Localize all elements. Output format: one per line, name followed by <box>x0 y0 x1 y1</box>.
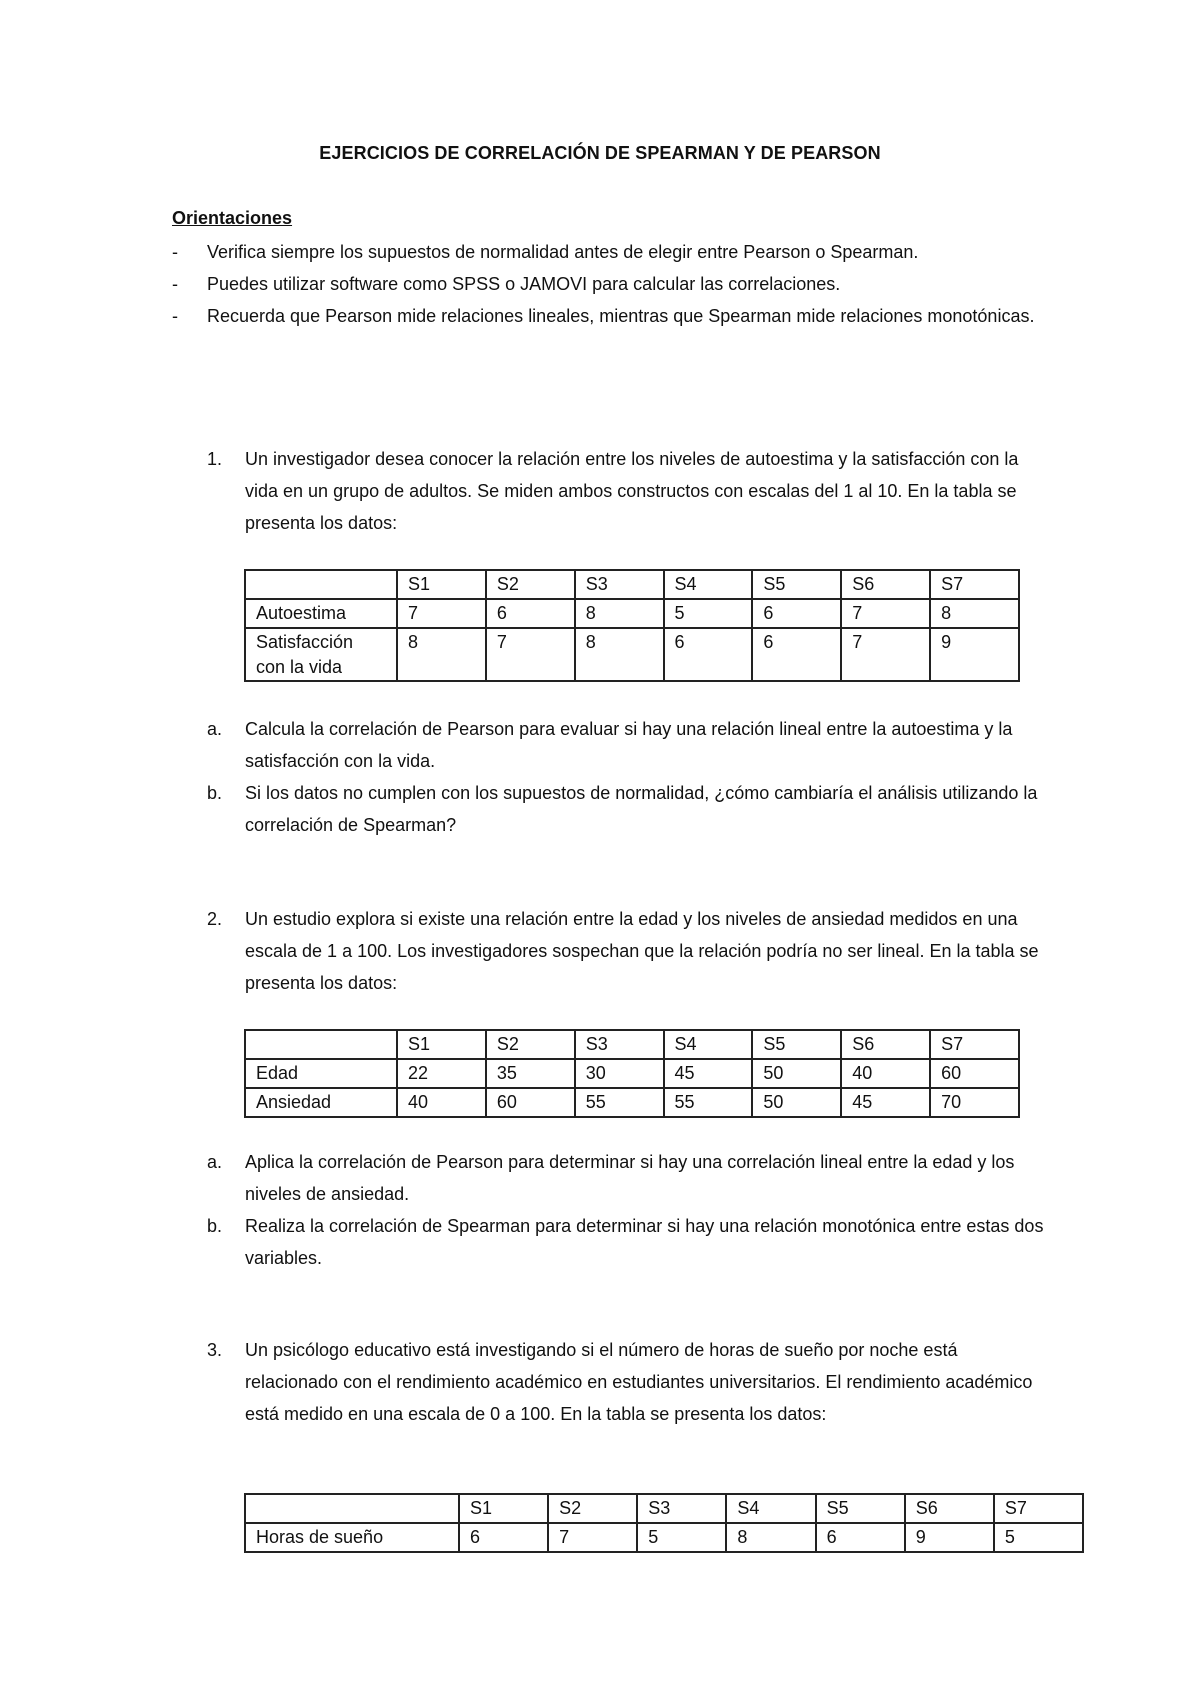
exercise-2 <box>207 903 1047 999</box>
page-title: EJERCICIOS DE CORRELACIÓN DE SPEARMAN Y DE PEARSON <box>319 143 881 163</box>
list-item: - Puedes utilizar software como SPSS o JAMOVI para calcular las correlaciones. <box>172 274 841 294</box>
table-row: Horas de sueño 6 7 5 8 6 9 5 <box>245 1523 1083 1552</box>
table-row: Edad 22 35 30 45 50 40 60 <box>245 1059 1019 1088</box>
list-item: - Verifica siempre los supuestos de normalidad antes de elegir entre Pearson o Spearman. <box>172 242 919 262</box>
exercise-text: Un investigador desea conocer la relación entre los niveles de autoestima y la satisfacción con la vida en un grupo de adultos. Se miden ambos constructos con escalas del 1 al 10. En la tabla se presenta los datos: <box>245 449 1019 533</box>
exercise-text: Un psicólogo educativo está investigando si el número de horas de sueño por noche está relacionado con el rendimiento académico en estudiantes universitarios. El rendimiento académico está medido en una escala de 0 a 100. En la tabla se presenta los datos: <box>245 1340 1033 1424</box>
exercise-number: 2. <box>207 909 223 929</box>
exercise-1 <box>207 443 1047 539</box>
table-exercise-3 <box>244 1493 1084 1553</box>
exercise-number: 1. <box>207 449 223 469</box>
table-header-row: S1 S2 S3 S4 S5 S6 S7 <box>245 570 1019 599</box>
exercise-3 <box>207 1334 1047 1430</box>
orientaciones-heading: Orientaciones <box>172 208 293 228</box>
exercise-1-question-a: a. Calcula la correlación de Pearson para evaluar si hay una relación lineal entre la autoestima y la satisfacción con la vida. <box>207 719 1013 771</box>
exercise-number: 3. <box>207 1340 223 1360</box>
table-row: Ansiedad 40 60 55 55 50 45 70 <box>245 1088 1019 1117</box>
table-row: Satisfacción con la vida 8 7 8 6 6 7 9 <box>245 628 1019 681</box>
orientaciones-list <box>172 236 1052 332</box>
table-exercise-1 <box>244 569 1020 682</box>
table-exercise-2 <box>244 1029 1020 1118</box>
table-header-row: S1 S2 S3 S4 S5 S6 S7 <box>245 1030 1019 1059</box>
exercise-2-question-a: a. Aplica la correlación de Pearson para determinar si hay una correlación lineal entre la edad y los niveles de ansiedad. <box>207 1152 1015 1204</box>
exercise-2-question-b: b. Realiza la correlación de Spearman para determinar si hay una relación monotónica entre estas dos variables. <box>207 1216 1044 1268</box>
exercise-text: Un estudio explora si existe una relación entre la edad y los niveles de ansiedad medidos en una escala de 1 a 100. Los investigadores sospechan que la relación podría no ser lineal. En la tabla se presenta los datos: <box>245 909 1039 993</box>
exercise-1-question-b: b. Si los datos no cumplen con los supuestos de normalidad, ¿cómo cambiaría el análisis utilizando la correlación de Spearman? <box>207 783 1038 835</box>
table-header-row: S1 S2 S3 S4 S5 S6 S7 <box>245 1494 1083 1523</box>
table-row: Autoestima 7 6 8 5 6 7 8 <box>245 599 1019 628</box>
list-item: - Recuerda que Pearson mide relaciones lineales, mientras que Spearman mide relaciones monotónicas. <box>172 306 1035 326</box>
